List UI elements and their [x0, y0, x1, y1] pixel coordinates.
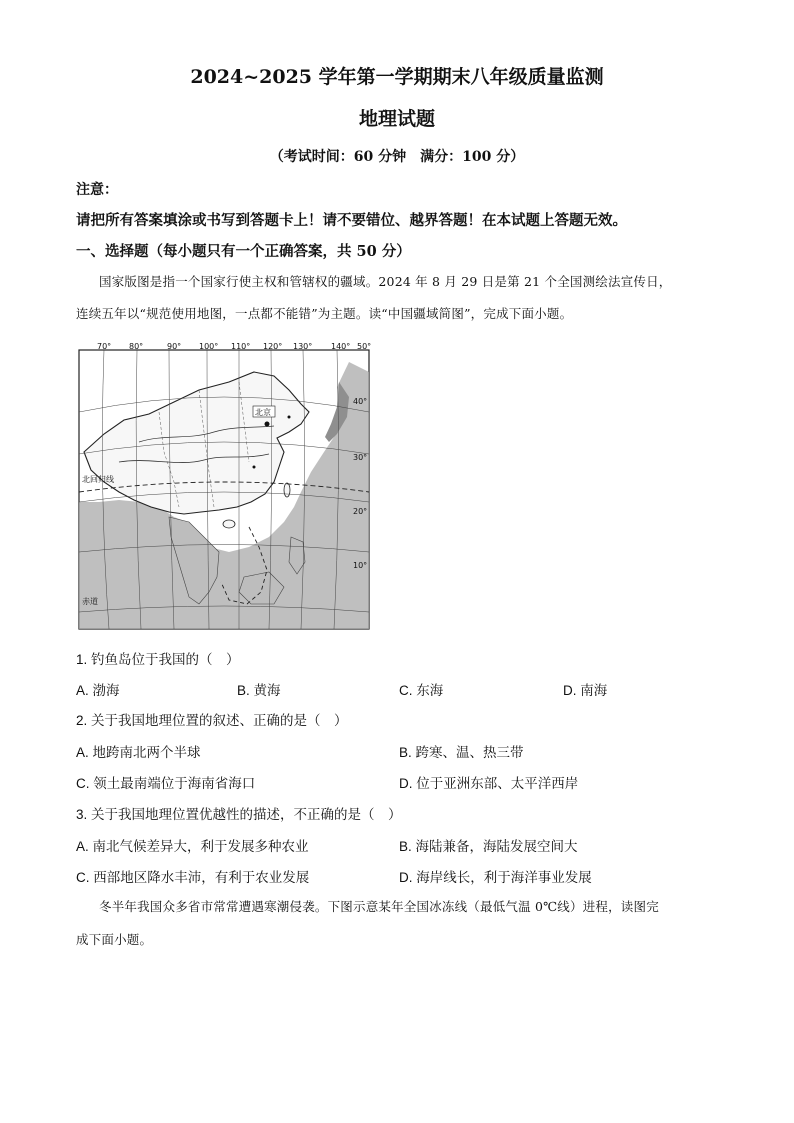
question-2-option-a[interactable]: A. 地跨南北两个半球 [76, 745, 201, 760]
beijing-label: 北京 [255, 408, 271, 417]
lon-label: 80° [129, 342, 144, 351]
lat-label: 30° [353, 453, 368, 462]
question-2-option-c[interactable]: C. 领土最南端位于海南省海口 [76, 776, 256, 791]
lon-label: 120° [263, 342, 283, 351]
question-1-option-d[interactable]: D. 南海 [563, 683, 608, 698]
lon-label: 140° [331, 342, 351, 351]
exam-title: 2024~2025 学年第一学期期末八年级质量监测 [190, 66, 604, 88]
subject-title: 地理试题 [358, 108, 435, 130]
lon-label: 70° [97, 342, 112, 351]
lon-label: 130° [293, 342, 313, 351]
section2-intro-line2: 成下面小题。 [76, 932, 153, 947]
question-1-option-b[interactable]: B. 黄海 [237, 683, 281, 698]
lon-label: 100° [199, 342, 219, 351]
lon-label: 90° [167, 342, 182, 351]
notice-text: 请把所有答案填涂或书写到答题卡上！请不要错位、越界答题！在本试题上答题无效。 [76, 212, 627, 229]
section2-intro-line1: 冬半年我国众多省市常常遭遇寒潮侵袭。下图示意某年全国冰冻线（最低气温 0℃线）进程，读图完 [99, 899, 659, 914]
question-3-stem: 3. 关于我国地理位置优越性的描述，不正确的是（ ） [76, 807, 402, 822]
lat-label: 40° [353, 397, 368, 406]
tropic-label: 北回归线 [82, 475, 114, 484]
question-1-option-a[interactable]: A. 渤海 [76, 683, 120, 698]
question-2-stem: 2. 关于我国地理位置的叙述、正确的是（ ） [76, 713, 348, 728]
question-2-option-b[interactable]: B. 跨寒、温、热三带 [399, 745, 524, 760]
lat-label: 10° [353, 561, 368, 570]
section-title: 一、选择题（每小题只有一个正确答案，共 50 分） [76, 243, 411, 260]
china-territory-map [79, 342, 372, 629]
intro-paragraph-line2: 连续五年以“规范使用地图，一点都不能错”为主题。读“中国疆域简图”，完成下面小题。 [76, 306, 573, 321]
equator-label: 赤道 [82, 597, 98, 606]
question-1-option-c[interactable]: C. 东海 [399, 683, 444, 698]
lon-label: 110° [231, 342, 251, 351]
intro-paragraph-line1: 国家版图是指一个国家行使主权和管辖权的疆域。2024 年 8 月 29 日是第 21 个全国测绘法宣传日， [99, 274, 672, 289]
question-3-option-d[interactable]: D. 海岸线长，利于海洋事业发展 [399, 870, 592, 885]
question-1-stem: 1. 钓鱼岛位于我国的（ ） [76, 652, 240, 667]
question-2-option-d[interactable]: D. 位于亚洲东部、太平洋西岸 [399, 776, 579, 791]
notice-label: 注意： [76, 182, 118, 198]
question-3-option-a[interactable]: A. 南北气候差异大，利于发展多种农业 [76, 839, 309, 854]
question-3-option-c[interactable]: C. 西部地区降水丰沛，有利于农业发展 [76, 870, 310, 885]
lon-label: 50° [357, 342, 372, 351]
exam-info: （考试时间：60 分钟 满分：100 分） [269, 149, 525, 165]
question-3-option-b[interactable]: B. 海陆兼备，海陆发展空间大 [399, 839, 578, 854]
lat-label: 20° [353, 507, 368, 516]
